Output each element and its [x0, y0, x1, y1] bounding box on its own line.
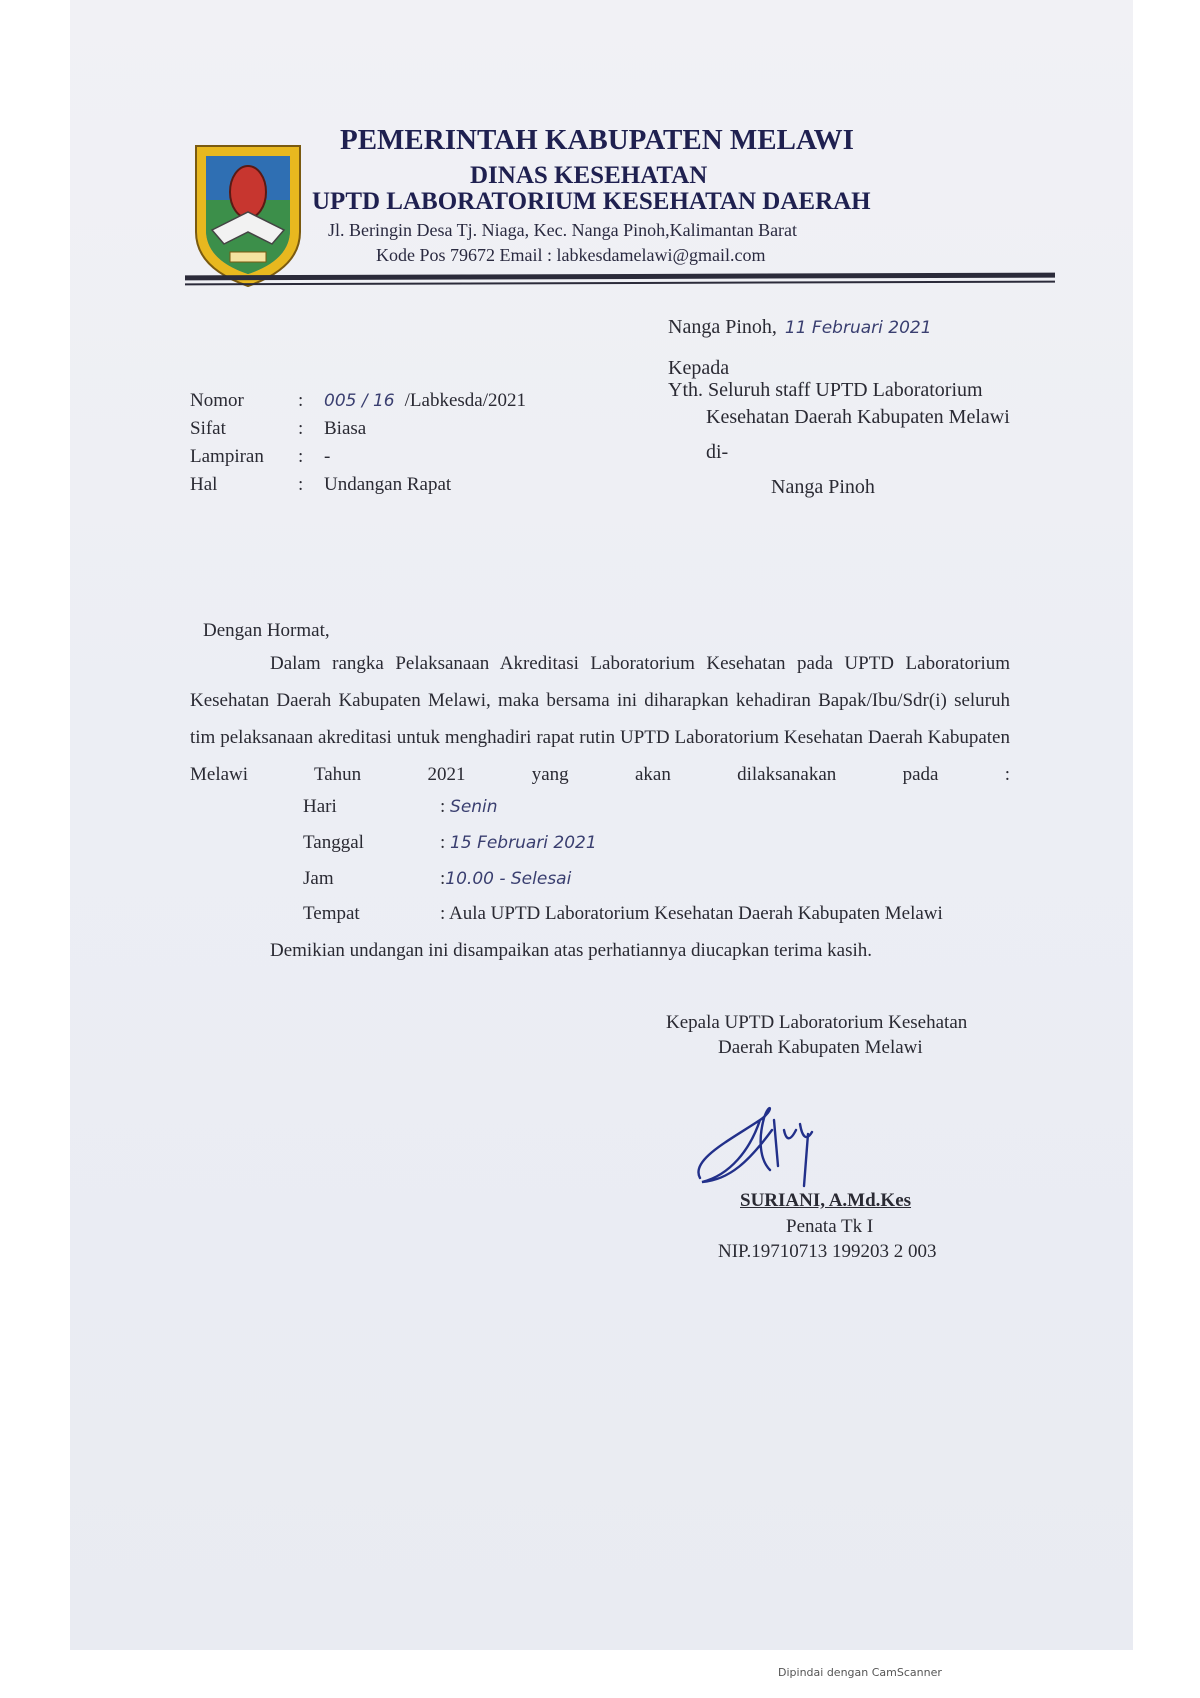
detail-tanggal-value: 15 Februari 2021: [450, 833, 597, 853]
letterhead-address: Jl. Beringin Desa Tj. Niaga, Kec. Nanga Pinoh,Kalimantan Barat: [328, 220, 798, 240]
letterhead-unit: UPTD LABORATORIUM KESEHATAN DAERAH: [312, 188, 871, 215]
meta-hal-label: Hal: [190, 474, 218, 495]
dateline: [668, 316, 932, 339]
meta-sifat-label: Sifat: [190, 418, 226, 439]
letterhead-department: DINAS KESEHATAN: [470, 162, 708, 189]
signatory-name: SURIANI, A.Md.Kes: [740, 1190, 912, 1211]
detail-tanggal-label: Tanggal: [303, 832, 364, 853]
detail-tempat-value: Aula UPTD Laboratorium Kesehatan Daerah Kabupaten Melawi: [448, 903, 943, 924]
detail-hari: Hari : Senin: [303, 796, 498, 817]
detail-hari-label: Hari: [303, 796, 337, 817]
recipient-line-4: Nanga Pinoh: [771, 476, 875, 498]
detail-tempat-label: Tempat: [303, 903, 360, 924]
scanner-watermark: Dipindai dengan CamScanner: [778, 1666, 942, 1679]
recipient-line-2: Kesehatan Daerah Kabupaten Melawi: [706, 406, 1010, 428]
meta-nomor-suffix: /Labkesda/2021: [404, 390, 526, 411]
dateline-place: Nanga Pinoh,: [668, 316, 777, 338]
detail-jam-label: Jam: [303, 868, 334, 889]
recipient-to: Kepada: [668, 357, 730, 379]
detail-jam-value: 10.00 - Selesai: [445, 869, 572, 889]
signatory-title-2: Daerah Kabupaten Melawi: [718, 1037, 923, 1058]
meta-lampiran-label: Lampiran: [190, 446, 264, 467]
recipient-line-1: Yth. Seluruh staff UPTD Laboratorium: [668, 379, 983, 401]
signatory-title-1: Kepala UPTD Laboratorium Kesehatan: [666, 1012, 968, 1033]
meta-hal-value: Undangan Rapat: [324, 474, 452, 495]
meta-nomor-handwritten: 005 / 16: [324, 391, 395, 411]
letterhead-contact: Kode Pos 79672 Email : labkesdamelawi@gmail.com: [376, 245, 766, 265]
recipient-line-3: di-: [706, 441, 729, 463]
detail-hari-value: Senin: [450, 797, 498, 817]
body-paragraph: Dalam rangka Pelaksanaan Akreditasi Laboratorium Kesehatan pada UPTD Laboratorium Kesehatan Daerah Kabupaten Melawi, maka bersama ini diharapkan kehadiran Bapak/Ibu/Sdr(i) seluruh tim pelaksanaan akreditasi untuk menghadiri rapat rutin UPTD Laboratorium Kesehatan Daerah Kabupaten Melawi Tahun 2021 yang akan dilaksanakan pada :: [190, 653, 1010, 785]
detail-jam: Jam :10.00 - Selesai: [303, 868, 572, 889]
dateline-date: 11 Februari 2021: [784, 318, 932, 338]
meta-nomor: Nomor : 005 / 16 /Labkesda/2021: [190, 390, 526, 411]
meta-nomor-label: Nomor: [190, 390, 244, 411]
regency-emblem-icon: [192, 140, 304, 290]
signatory-nip: NIP.19710713 199203 2 003: [718, 1241, 937, 1262]
meta-hal: Hal : Undangan Rapat: [190, 474, 452, 495]
salutation: Dengan Hormat,: [203, 620, 330, 641]
signatory-rank: Penata Tk I: [786, 1216, 874, 1237]
detail-tempat: Tempat : Aula UPTD Laboratorium Kesehatan Daerah Kabupaten Melawi: [303, 903, 943, 924]
meta-sifat-value: Biasa: [324, 418, 367, 439]
meta-lampiran-value: -: [324, 446, 331, 467]
meta-lampiran: Lampiran : -: [190, 446, 331, 467]
meta-sifat: Sifat : Biasa: [190, 418, 367, 439]
letterhead-government: PEMERINTAH KABUPATEN MELAWI: [340, 124, 854, 156]
detail-tanggal: Tanggal : 15 Februari 2021: [303, 832, 597, 853]
closing-sentence: Demikian undangan ini disampaikan atas perhatiannya diucapkan terima kasih.: [270, 940, 872, 961]
handwritten-signature: [690, 1090, 840, 1200]
